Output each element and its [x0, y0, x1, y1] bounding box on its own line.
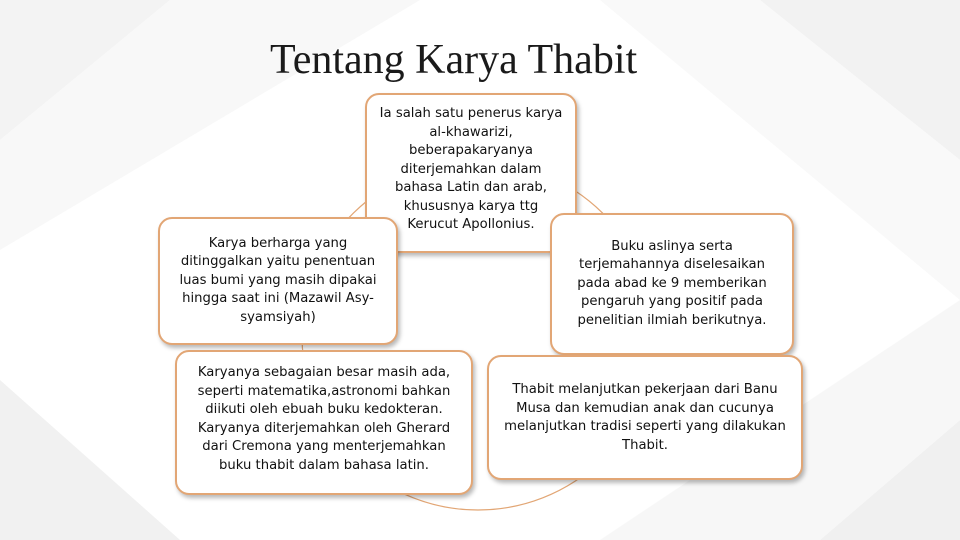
info-box-left — [158, 217, 398, 345]
info-box-right-text: Buku aslinya serta terjemahannya diselesaikan pada abad ke 9 memberikan pengaruh yang positif pada penelitian ilmiah berikutnya. — [577, 238, 767, 328]
info-box-bottom-left — [175, 350, 473, 495]
info-box-right — [550, 213, 794, 355]
slide-title: Tentang Karya Thabit — [270, 37, 638, 83]
info-box-bottom-right-text: Thabit melanjutkan pekerjaan dari Banu Musa dan kemudian anak dan cucunya melanjutkan tradisi seperti yang dilakukan Thabit. — [504, 382, 786, 453]
info-box-bottom-right — [487, 355, 803, 480]
info-box-bottom-left-text: Karyanya sebagaian besar masih ada, seperti matematika,astronomi bahkan diikuti oleh ebuah buku kedokteran. Karyanya diterjemahkan oleh Gherard dari Cremona yang menterjemahkan buku thabit dalam bahasa latin. — [197, 365, 451, 473]
info-box-left-text: Karya berharga yang ditinggalkan yaitu penentuan luas bumi yang masih dipakai hingga saat ini (Mazawil Asy-syamsiyah) — [179, 235, 377, 325]
info-box-top-text: Ia salah satu penerus karya al-khawarizi, beberapakaryanya diterjemahkan dalam bahasa Latin dan arab, khususnya karya ttg Kerucut Apollonius. — [379, 106, 563, 232]
